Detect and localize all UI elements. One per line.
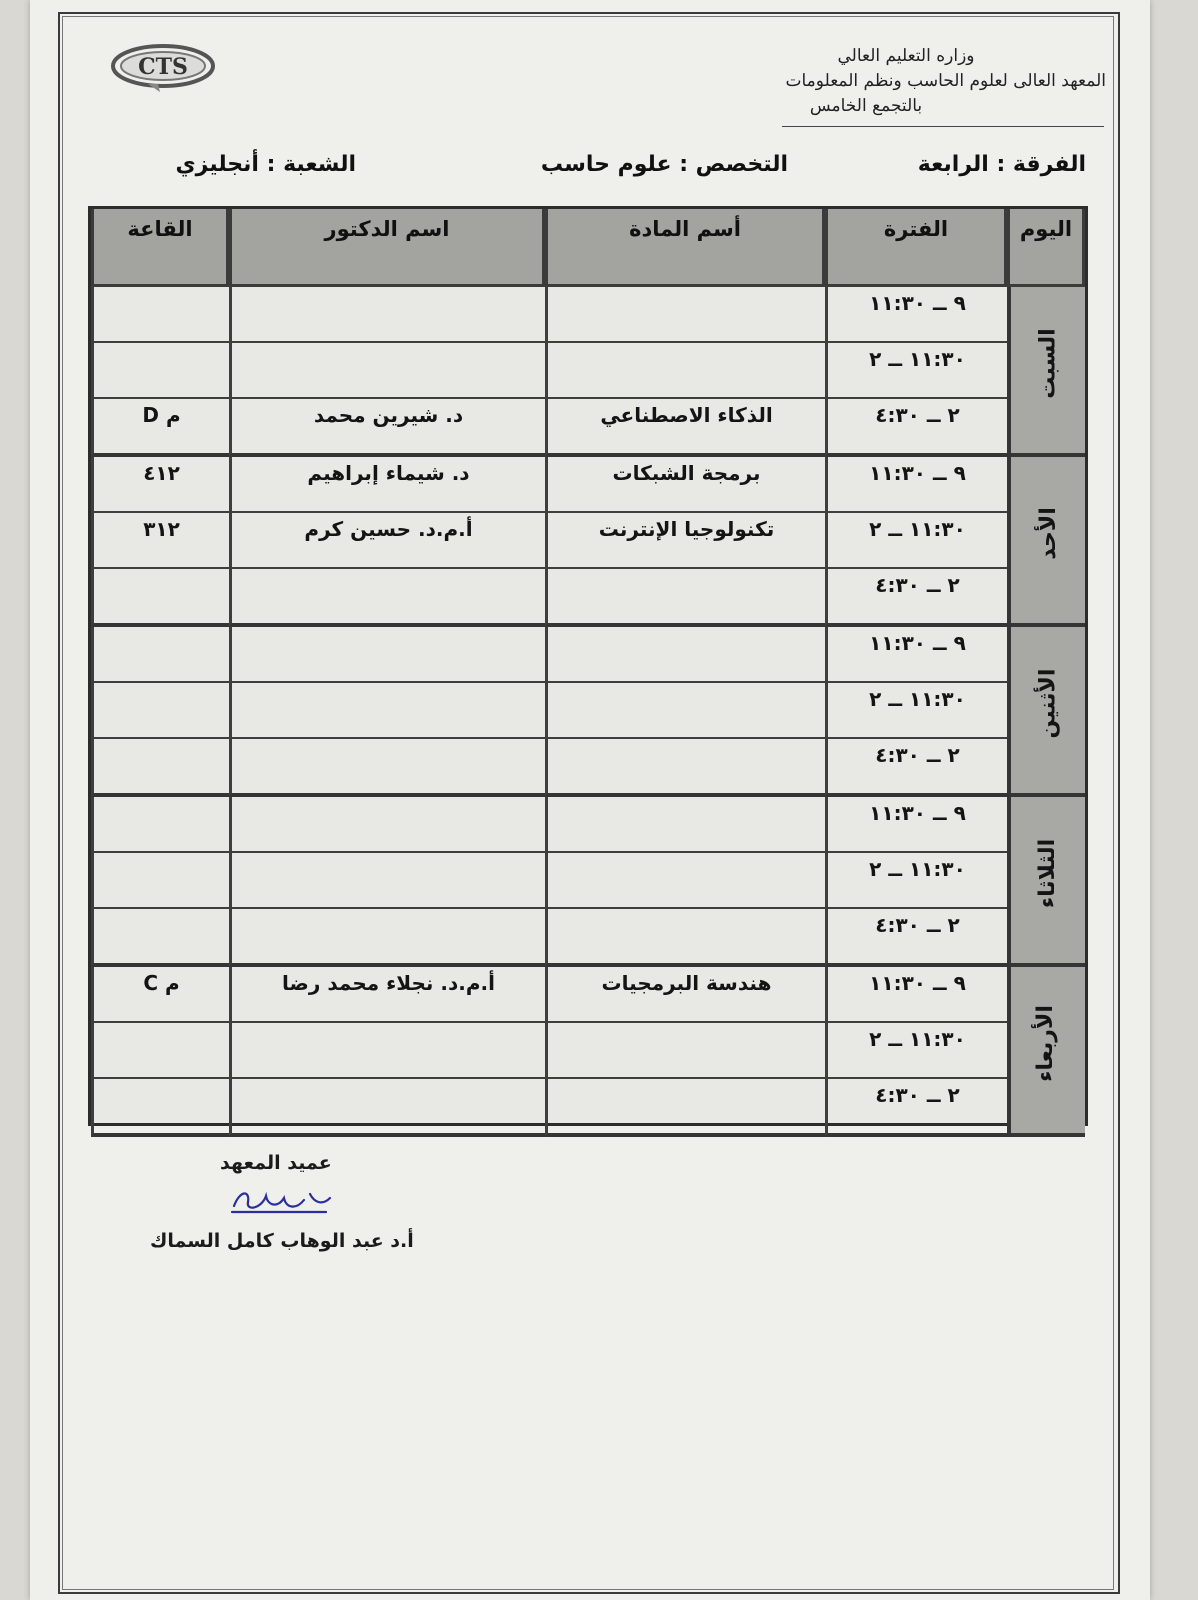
room-cell: [91, 683, 229, 739]
subject-cell: [545, 739, 825, 797]
period-cell: ١١:٣٠ ــ ٢: [825, 853, 1007, 909]
period-cell: ٢ ــ ٤:٣٠: [825, 399, 1007, 457]
room-cell: [91, 287, 229, 343]
room-cell: [91, 797, 229, 853]
table-row: [91, 967, 1085, 1023]
dean-title: عميد المعهد: [220, 1152, 332, 1174]
doctor-cell: [229, 853, 545, 909]
doctor-cell: د. شيرين محمد: [229, 399, 545, 457]
room-cell: [91, 1023, 229, 1079]
day-name: الأربعاء: [1033, 1005, 1059, 1082]
header-period: الفترة: [825, 209, 1007, 287]
period-cell: ٢ ــ ٤:٣٠: [825, 909, 1007, 967]
cts-logo: [108, 40, 218, 96]
period-cell: ٢ ــ ٤:٣٠: [825, 569, 1007, 627]
table-row: [91, 1079, 1085, 1137]
table-row: [91, 287, 1085, 343]
subject-cell: الذكاء الاصطناعي: [545, 399, 825, 457]
institute-name: المعهد العالى لعلوم الحاسب ونظم المعلومات: [785, 71, 1106, 91]
day-cell: [1007, 967, 1085, 1137]
period-cell: ١١:٣٠ ــ ٢: [825, 513, 1007, 569]
handwritten-signature: [226, 1182, 336, 1218]
period-cell: ٢ ــ ٤:٣٠: [825, 739, 1007, 797]
day-name: الأحد: [1035, 507, 1061, 560]
day-cell: [1007, 797, 1085, 967]
day-cell: [1007, 287, 1085, 457]
period-cell: ٩ ــ ١١:٣٠: [825, 287, 1007, 343]
subject-cell: [545, 909, 825, 967]
table-row: [91, 853, 1085, 909]
doctor-cell: أ.م.د. حسين كرم: [229, 513, 545, 569]
room-cell: ٣١٢: [91, 513, 229, 569]
subject-cell: [545, 627, 825, 683]
logo-text: CTS: [138, 54, 188, 80]
table-row: [91, 399, 1085, 457]
doctor-cell: د. شيماء إبراهيم: [229, 457, 545, 513]
day-cell: [1007, 457, 1085, 627]
table-row: [91, 343, 1085, 399]
doctor-cell: [229, 1023, 545, 1079]
subject-cell: [545, 1023, 825, 1079]
period-cell: ١١:٣٠ ــ ٢: [825, 683, 1007, 739]
institution-header: [666, 44, 1106, 119]
header-divider: [782, 126, 1104, 127]
year-label: الفرقة : الرابعة: [917, 152, 1086, 177]
doctor-cell: [229, 1079, 545, 1137]
dean-name: أ.د عبد الوهاب كامل السماك: [150, 1230, 414, 1252]
room-cell: [91, 853, 229, 909]
doctor-cell: [229, 569, 545, 627]
subject-cell: [545, 683, 825, 739]
period-cell: ٩ ــ ١١:٣٠: [825, 967, 1007, 1023]
doctor-cell: [229, 343, 545, 399]
dean-signature-block: [220, 1152, 332, 1174]
room-cell: [91, 569, 229, 627]
subject-cell: [545, 569, 825, 627]
room-cell: [91, 1079, 229, 1137]
doctor-cell: أ.م.د. نجلاء محمد رضا: [229, 967, 545, 1023]
room-cell: [91, 627, 229, 683]
room-cell: ٤١٢: [91, 457, 229, 513]
day-name: الثلاثاء: [1035, 838, 1061, 909]
division-label: الشعبة : أنجليزي: [175, 152, 356, 177]
table-row: [91, 513, 1085, 569]
header-day: اليوم: [1007, 209, 1085, 287]
table-row: [91, 1023, 1085, 1079]
table-row: [91, 909, 1085, 967]
day-name: السبت: [1035, 328, 1061, 399]
doctor-cell: [229, 627, 545, 683]
day-name: الأثنين: [1035, 668, 1061, 739]
header-room: القاعة: [91, 209, 229, 287]
subject-cell: [545, 343, 825, 399]
header-subject: أسم المادة: [545, 209, 825, 287]
doctor-cell: [229, 683, 545, 739]
subject-cell: [545, 1079, 825, 1137]
subject-cell: [545, 797, 825, 853]
subject-cell: [545, 287, 825, 343]
schedule-table: [88, 206, 1088, 1126]
doctor-cell: [229, 287, 545, 343]
period-cell: ٩ ــ ١١:٣٠: [825, 627, 1007, 683]
specialization-label: التخصص : علوم حاسب: [540, 152, 788, 177]
table-row: [91, 457, 1085, 513]
subject-cell: تكنولوجيا الإنترنت: [545, 513, 825, 569]
room-cell: م D: [91, 399, 229, 457]
table-row: [91, 683, 1085, 739]
doctor-cell: [229, 739, 545, 797]
period-cell: ٩ ــ ١١:٣٠: [825, 797, 1007, 853]
day-cell: [1007, 627, 1085, 797]
subject-cell: [545, 853, 825, 909]
header-doctor: اسم الدكتور: [229, 209, 545, 287]
doctor-cell: [229, 909, 545, 967]
room-cell: م C: [91, 967, 229, 1023]
table-header-row: [91, 209, 1085, 287]
table-row: [91, 797, 1085, 853]
period-cell: ٢ ــ ٤:٣٠: [825, 1079, 1007, 1137]
period-cell: ٩ ــ ١١:٣٠: [825, 457, 1007, 513]
table-row: [91, 569, 1085, 627]
table-row: [91, 627, 1085, 683]
doctor-cell: [229, 797, 545, 853]
ministry-name: وزاره التعليم العالي: [837, 46, 975, 66]
room-cell: [91, 909, 229, 967]
period-cell: ١١:٣٠ ــ ٢: [825, 343, 1007, 399]
room-cell: [91, 343, 229, 399]
room-cell: [91, 739, 229, 797]
campus-location: بالتجمع الخامس: [809, 96, 923, 116]
subject-cell: هندسة البرمجيات: [545, 967, 825, 1023]
period-cell: ١١:٣٠ ــ ٢: [825, 1023, 1007, 1079]
table-row: [91, 739, 1085, 797]
subject-cell: برمجة الشبكات: [545, 457, 825, 513]
